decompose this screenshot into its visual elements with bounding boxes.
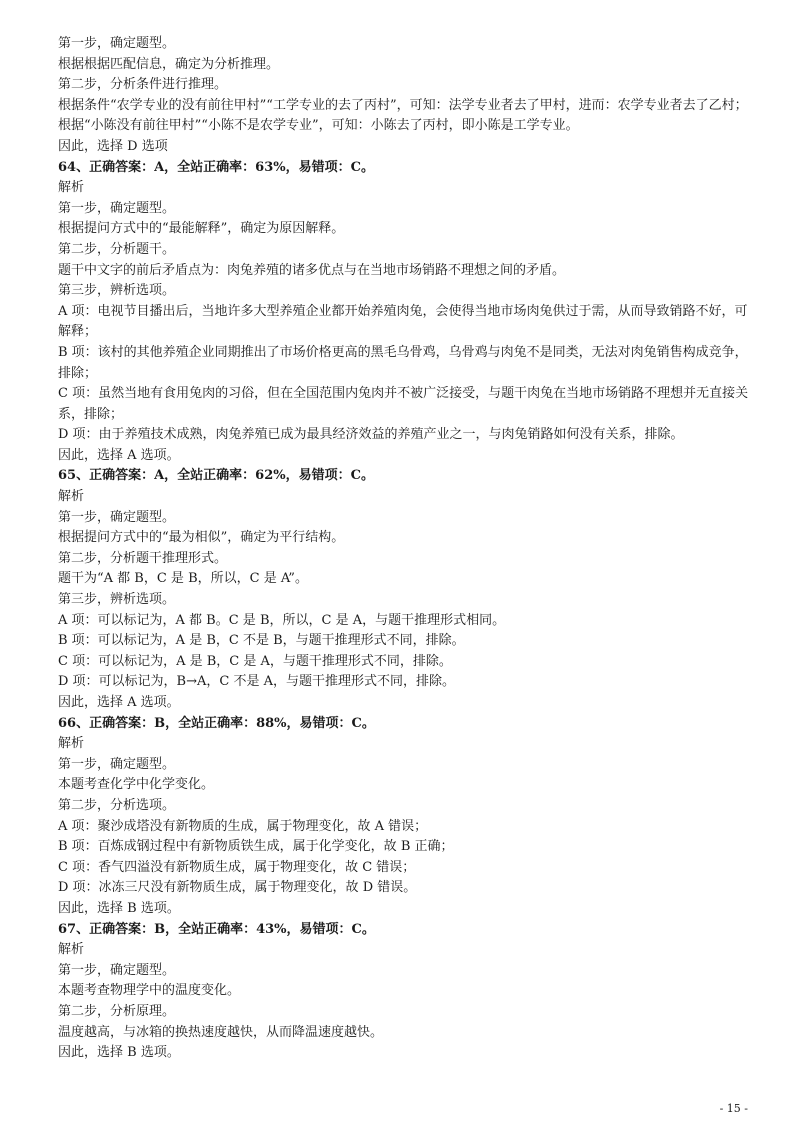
text-line: 解析 xyxy=(58,489,85,505)
answer-heading: 67、正确答案：B，全站正确率：43%，易错项：C。 xyxy=(58,921,375,937)
text-line: 第一步，确定题型。 xyxy=(58,200,176,216)
text-line: 解析 xyxy=(58,736,85,752)
text-line: B 项：百炼成钢过程中有新物质铁生成，属于化学变化，故 B 正确； xyxy=(58,839,454,855)
text-line: 根据提问方式中的“最为相似”，确定为平行结构。 xyxy=(58,530,345,546)
answer-heading: 64、正确答案：A，全站正确率：63%，易错项：C。 xyxy=(58,159,374,175)
text-line: 因此，选择 B 选项。 xyxy=(58,1045,180,1061)
text-line: 第三步，辨析选项。 xyxy=(58,283,176,299)
text-line: 根据“小陈没有前往甲村”“小陈不是农学专业”，可知：小陈去了丙村，即小陈是工学专业。 xyxy=(58,118,579,134)
text-line: 根据条件“农学专业的没有前往甲村”“工学专业的去了丙村”，可知：法学专业者去了甲村，进而：农学专业者去了乙村； xyxy=(58,97,748,113)
text-line: 第二步，分析条件进行推理。 xyxy=(58,77,228,93)
text-line: 第一步，确定题型。 xyxy=(58,36,176,51)
text-line: 第一步，确定题型。 xyxy=(58,962,176,978)
text-line: 因此，选择 D 选项 xyxy=(58,138,168,154)
answer-heading: 65、正确答案：A，全站正确率：62%，易错项：C。 xyxy=(58,468,374,484)
text-line: 根据提问方式中的“最能解释”，确定为原因解释。 xyxy=(58,221,345,237)
text-line: C 项：香气四溢没有新物质生成，属于物理变化，故 C 错误； xyxy=(58,859,416,875)
text-line: 第二步，分析原理。 xyxy=(58,1003,176,1019)
text-line: D 项：冰冻三尺没有新物质生成，属于物理变化，故 D 错误。 xyxy=(58,880,417,896)
text-line: B 项：该村的其他养殖企业同期推出了市场价格更高的黑毛乌骨鸡，乌骨鸡与肉兔不是同类，无法对肉兔销售构成竞争，排除； xyxy=(58,344,748,381)
text-line: 本题考查化学中化学变化。 xyxy=(58,777,215,793)
text-line: 本题考查物理学中的温度变化。 xyxy=(58,983,241,999)
text-line: 根据根据匹配信息，确定为分析推理。 xyxy=(58,56,280,72)
text-line: 解析 xyxy=(58,180,85,196)
text-line: 因此，选择 A 选项。 xyxy=(58,447,180,463)
text-line: D 项：可以标记为，B→A，C 不是 A，与题干推理形式不同，排除。 xyxy=(58,674,455,690)
text-line: 第三步，辨析选项。 xyxy=(58,592,176,608)
text-line: 题干为“A 都 B，C 是 B，所以，C 是 A”。 xyxy=(58,571,308,587)
text-line: C 项：可以标记为，A 是 B，C 是 A，与题干推理形式不同，排除。 xyxy=(58,653,452,669)
text-line: D 项：由于养殖技术成熟，肉兔养殖已成为最具经济效益的养殖产业之一，与肉兔销路如何没有关系，排除。 xyxy=(58,427,684,443)
text-line: 题干中文字的前后矛盾点为：肉兔养殖的诸多优点与在当地市场销路不理想之间的矛盾。 xyxy=(58,262,566,278)
text-line: 温度越高，与冰箱的换热速度越快，从而降温速度越快。 xyxy=(58,1024,384,1040)
page-number: - 15 - xyxy=(719,1102,748,1115)
text-line: A 项：电视节目播出后，当地许多大型养殖企业都开始养殖肉兔，会使得当地市场肉兔供过于需，从而导致销路不好，可解释； xyxy=(58,303,748,340)
text-line: 因此，选择 A 选项。 xyxy=(58,695,180,710)
document-page xyxy=(58,34,758,1064)
text-line: C 项：虽然当地有食用兔肉的习俗，但在全国范围内兔肉并不被广泛接受，与题干肉兔在当地市场销路不理想并无直接关系，排除； xyxy=(58,386,749,422)
answer-heading: 66、正确答案：B，全站正确率：88%，易错项：C。 xyxy=(58,715,375,731)
text-line: 解析 xyxy=(58,942,85,958)
text-line: 第一步，确定题型。 xyxy=(58,509,176,525)
text-line: 因此，选择 B 选项。 xyxy=(58,900,180,916)
text-line: 第一步，确定题型。 xyxy=(58,756,176,772)
text-line: A 项：聚沙成塔没有新物质的生成，属于物理变化，故 A 错误； xyxy=(58,818,428,834)
text-line: 第二步，分析选项。 xyxy=(58,797,176,813)
text-line: 第二步，分析题干推理形式。 xyxy=(58,550,228,566)
text-line: 第二步，分析题干。 xyxy=(58,241,176,257)
text-line: A 项：可以标记为，A 都 B。C 是 B，所以，C 是 A，与题干推理形式相同。 xyxy=(58,612,506,628)
text-line: B 项：可以标记为，A 是 B，C 不是 B，与题干推理形式不同，排除。 xyxy=(58,633,465,649)
